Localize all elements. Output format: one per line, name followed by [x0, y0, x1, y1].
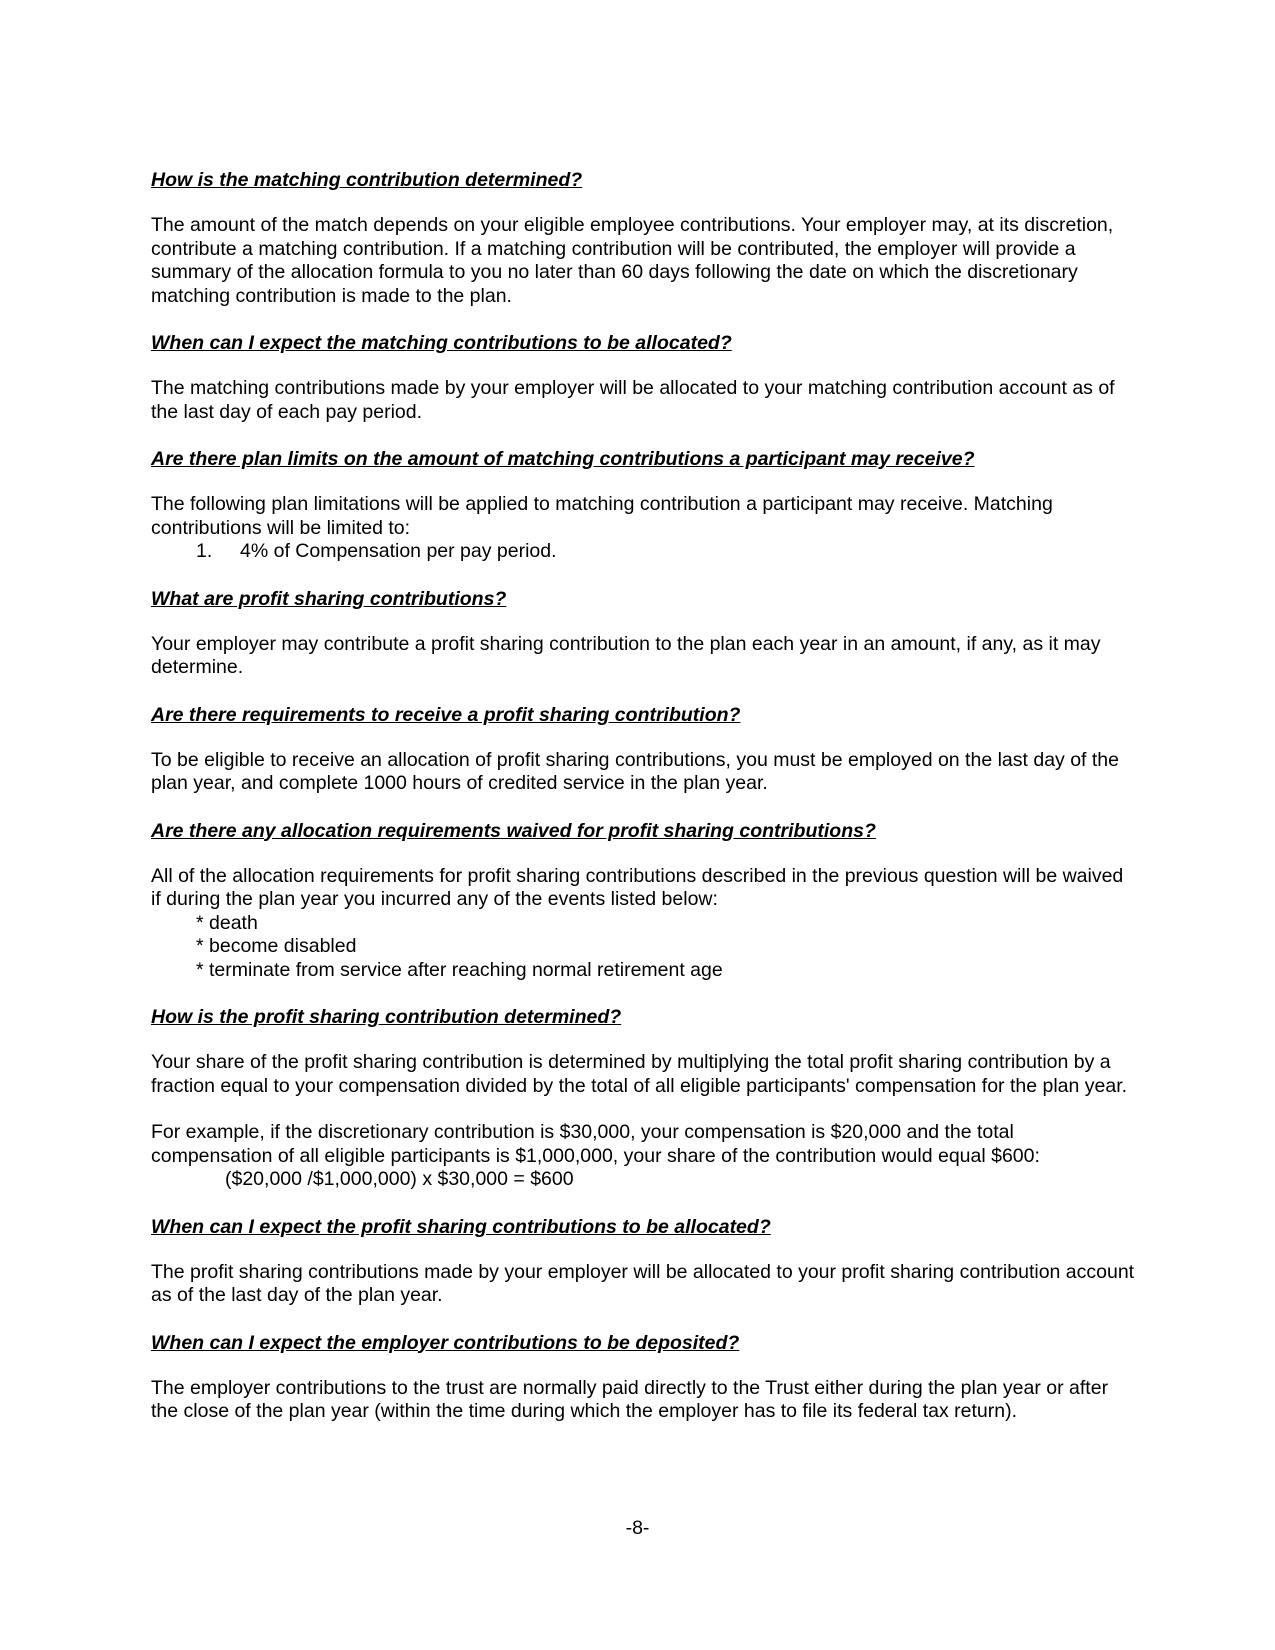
section-heading: Are there any allocation requirements waived for profit sharing contributions? — [151, 819, 876, 842]
document-content — [151, 168, 1136, 1447]
section-heading: Are there plan limits on the amount of matching contributions a participant may receive? — [151, 448, 975, 470]
numbered-list — [151, 540, 1136, 564]
section-heading: When can I expect the profit sharing contributions to be allocated? — [151, 1215, 771, 1238]
section-body: The profit sharing contributions made by your employer will be allocated to your profit sharing contribution account as of the last day of the plan year. — [151, 1260, 1135, 1306]
page-number: -8- — [625, 1517, 650, 1539]
list-item-number: 1. — [196, 540, 213, 562]
example-formula: ($20,000 /$1,000,000) x $30,000 = $600 — [225, 1168, 574, 1190]
section-body: Your share of the profit sharing contribution is determined by multiplying the total profit sharing contribution by a fraction equal to your compensation divided by the total of all eligible participants' compensation for the plan year. — [151, 1051, 1128, 1097]
section-heading: Are there requirements to receive a profit sharing contribution? — [151, 703, 741, 726]
section-body: The following plan limitations will be applied to matching contribution a participant may receive. Matching contributions will be limited to: — [151, 493, 1053, 539]
list-item — [151, 540, 1136, 564]
section-heading: What are profit sharing contributions? — [151, 587, 507, 610]
section-body: The amount of the match depends on your eligible employee contributions. Your employer may, at its discretion, contribute a matching contribution. If a matching contribution will be contributed, the employer will provide a summary of the allocation formula to you no later than 60 days following the date on which the discretionary matching contribution is made to the plan. — [151, 214, 1114, 307]
example-paragraph: For example, if the discretionary contribution is $30,000, your compensation is $20,000 and the total compensation of all eligible participants is $1,000,000, your share of the contribution would equal $600: — [151, 1121, 1040, 1167]
section-body: All of the allocation requirements for profit sharing contributions described in the previous question will be waived if during the plan year you incurred any of the events listed below: — [151, 864, 1124, 910]
section-heading: How is the profit sharing contribution determined? — [151, 1006, 622, 1028]
section-heading: When can I expect the employer contributions to be deposited? — [151, 1331, 740, 1354]
section-heading: How is the matching contribution determined? — [151, 169, 583, 191]
list-item: * become disabled — [196, 935, 357, 957]
section-body: Your employer may contribute a profit sharing contribution to the plan each year in an amount, if any, as it may determine. — [151, 632, 1101, 678]
section-body: The employer contributions to the trust are normally paid directly to the Trust either during the plan year or after the close of the plan year (within the time during which the employer has to file its federal tax return). — [151, 1376, 1109, 1422]
bullet-list — [151, 912, 1136, 983]
section-body: To be eligible to receive an allocation of profit sharing contributions, you must be employed on the last day of the plan year, and complete 1000 hours of credited service in the plan year. — [151, 748, 1119, 794]
section-body: The matching contributions made by your employer will be allocated to your matching contribution account as of the last day of each pay period. — [151, 377, 1115, 423]
list-item-text: 4% of Compensation per pay period. — [240, 540, 557, 562]
list-item: * death — [196, 911, 258, 934]
section-heading: When can I expect the matching contributions to be allocated? — [151, 332, 732, 354]
list-item: * terminate from service after reaching normal retirement age — [196, 958, 723, 981]
